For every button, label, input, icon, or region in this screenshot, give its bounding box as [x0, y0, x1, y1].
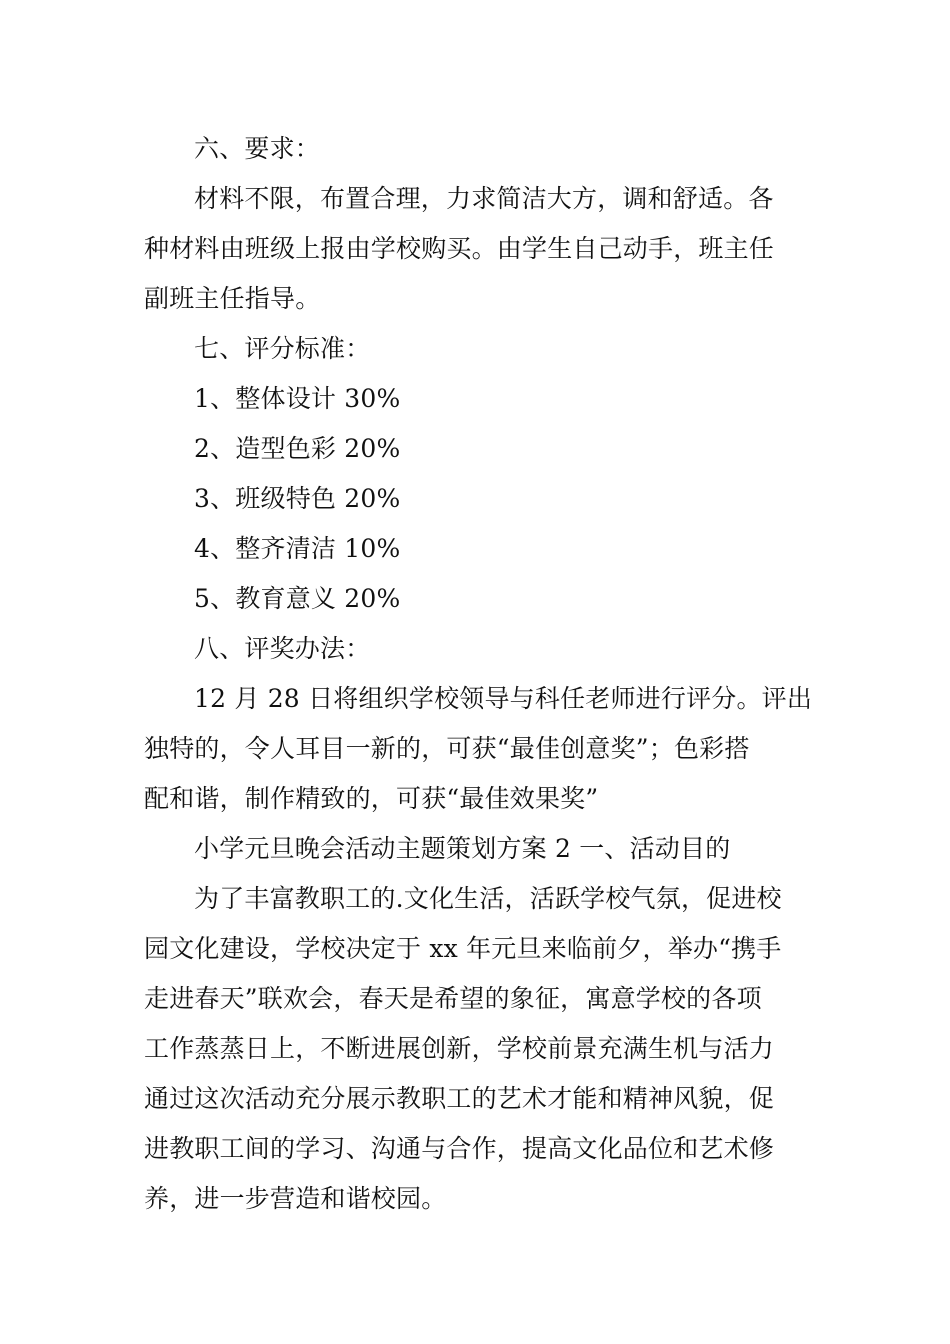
paragraph-line: 12 月 28 日将组织学校领导与科任老师进行评分。评出: [194, 684, 813, 713]
scoring-item: 4、整齐清洁 10%: [194, 534, 401, 563]
section-heading-scoring: 七、评分标准：: [194, 334, 371, 363]
paragraph-line: 为了丰富教职工的.文化生活，活跃学校气氛，促进校: [194, 884, 782, 913]
paragraph-line: 独特的，令人耳目一新的，可获“最佳创意奖”；色彩搭: [144, 734, 750, 763]
scoring-item: 2、造型色彩 20%: [194, 434, 401, 463]
paragraph-line: 通过这次活动充分展示教职工的艺术才能和精神风貌，促: [144, 1084, 775, 1113]
paragraph-line: 走进春天”联欢会，春天是希望的象征，寓意学校的各项: [144, 984, 762, 1013]
paragraph-line: 种材料由班级上报由学校购买。由学生自己动手，班主任: [144, 234, 775, 263]
scoring-item: 1、整体设计 30%: [194, 384, 401, 413]
section-heading-requirements: 六、要求：: [194, 134, 321, 163]
paragraph-line: 工作蒸蒸日上，不断进展创新，学校前景充满生机与活力: [144, 1034, 775, 1063]
paragraph-line: 配和谐，制作精致的，可获“最佳效果奖”: [144, 784, 599, 813]
paragraph-line: 副班主任指导。: [144, 284, 321, 313]
paragraph-line: 材料不限，布置合理，力求简洁大方，调和舒适。各: [194, 184, 774, 213]
scoring-item: 5、教育意义 20%: [194, 584, 401, 613]
paragraph-line: 进教职工间的学习、沟通与合作，提高文化品位和艺术修: [144, 1134, 775, 1163]
plan-title-line: 小学元旦晚会活动主题策划方案 2 一、活动目的: [194, 834, 731, 863]
section-heading-awards: 八、评奖办法：: [194, 634, 371, 663]
paragraph-line: 园文化建设，学校决定于 xx 年元旦来临前夕，举办“携手: [144, 934, 782, 963]
document-body: [144, 124, 813, 1224]
scoring-item: 3、班级特色 20%: [194, 484, 401, 513]
paragraph-line: 养，进一步营造和谐校园。: [144, 1184, 447, 1213]
